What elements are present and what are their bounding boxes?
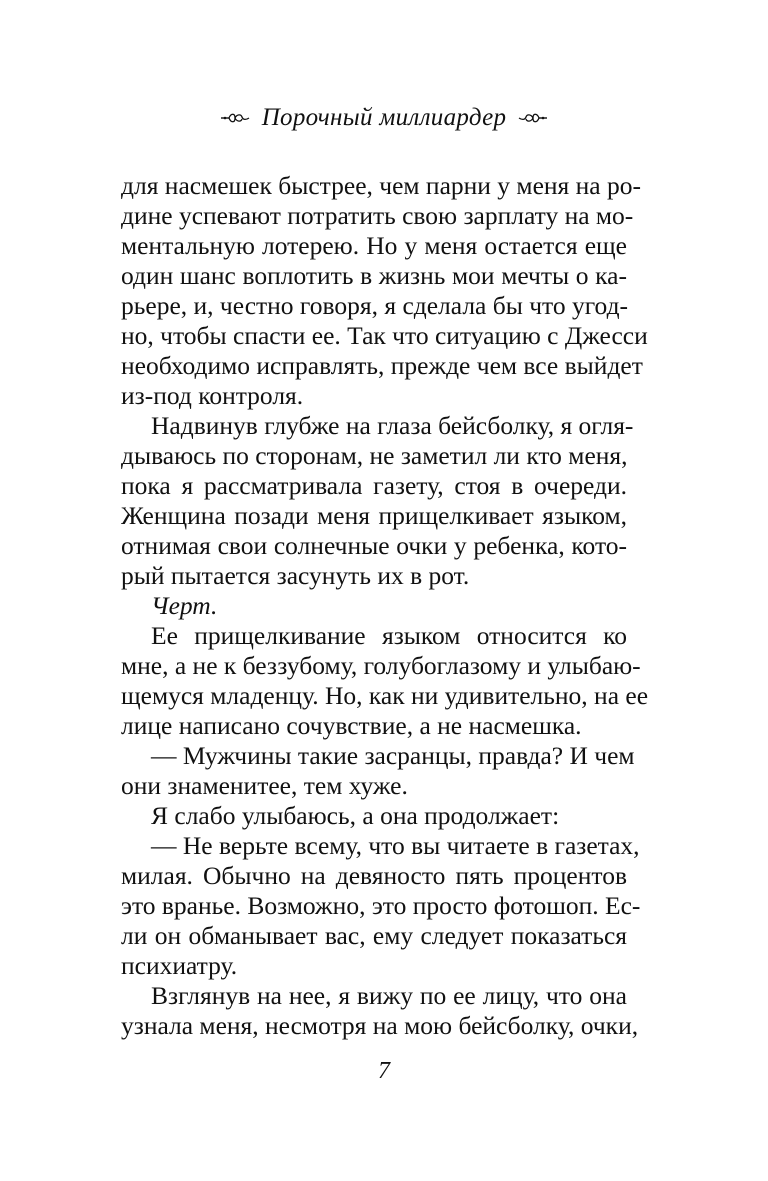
text-line: Взглянув на нее, я вижу по ее лицу, что она — [151, 981, 627, 1010]
text-line: но, чтобы спасти ее. Так что ситуацию с Джесси — [121, 321, 648, 350]
text-line: рьере, и, честно говоря, я сделала бы что угод- — [121, 291, 629, 320]
text-line: дываюсь по сторонам, не заметил ли кто меня, — [121, 441, 628, 470]
text-line: узнала меня, несмотря на мою бейсболку, очки, — [121, 1011, 639, 1040]
text-line: для насмешек быстрее, чем парни у меня на ро- — [121, 171, 641, 200]
text-line: щемуся младенцу. Но, как ни удивительно, на ее — [121, 681, 649, 710]
text-line: они знаменитее, тем хуже. — [121, 771, 408, 800]
text-line: ментальную лотерею. Но у меня остается еще — [121, 231, 627, 260]
text-line: необходимо исправлять, прежде чем все выйдет — [121, 351, 643, 380]
page-number: 7 — [378, 1058, 390, 1084]
text-line: один шанс воплотить в жизнь мои мечты о ка- — [121, 261, 627, 290]
text-line: — Не верьте всему, что вы читаете в газетах, — [151, 831, 640, 860]
text-line: из-под контроля. — [121, 381, 304, 410]
running-header-title: Порочный миллиардер — [261, 104, 507, 131]
text-line: Надвинув глубже на глаза бейсболку, я огля- — [151, 411, 634, 440]
text-line: рый пытается засунуть их в рот. — [121, 561, 470, 590]
text-line: отнимая свои солнечные очки у ребенка, кото- — [121, 531, 627, 560]
text-line: Ее прищелкивание языком относится ко — [151, 621, 627, 650]
text-line: Я слабо улыбаюсь, а она продолжает: — [151, 801, 560, 830]
text-line-italic: Черт. — [151, 591, 218, 620]
text-line: мне, а не к беззубому, голубоглазому и улыбаю- — [121, 651, 641, 680]
text-line: лице написано сочувствие, а не насмешка. — [121, 711, 582, 740]
text-line: это вранье. Возможно, это просто фотошоп. Ес- — [121, 891, 641, 920]
text-line: — Мужчины такие засранцы, правда? И чем — [151, 741, 635, 770]
text-line: Женщина позади меня прищелкивает языком, — [121, 501, 627, 530]
text-line: милая. Обычно на девяносто пять процентов — [121, 861, 627, 890]
text-line: дине успевают потратить свою зарплату на мо- — [121, 201, 634, 230]
text-line: ли он обманывает вас, ему следует показаться — [121, 921, 627, 950]
text-line: психиатру. — [121, 951, 238, 980]
text-line: пока я рассматривала газету, стоя в очереди. — [121, 471, 627, 500]
